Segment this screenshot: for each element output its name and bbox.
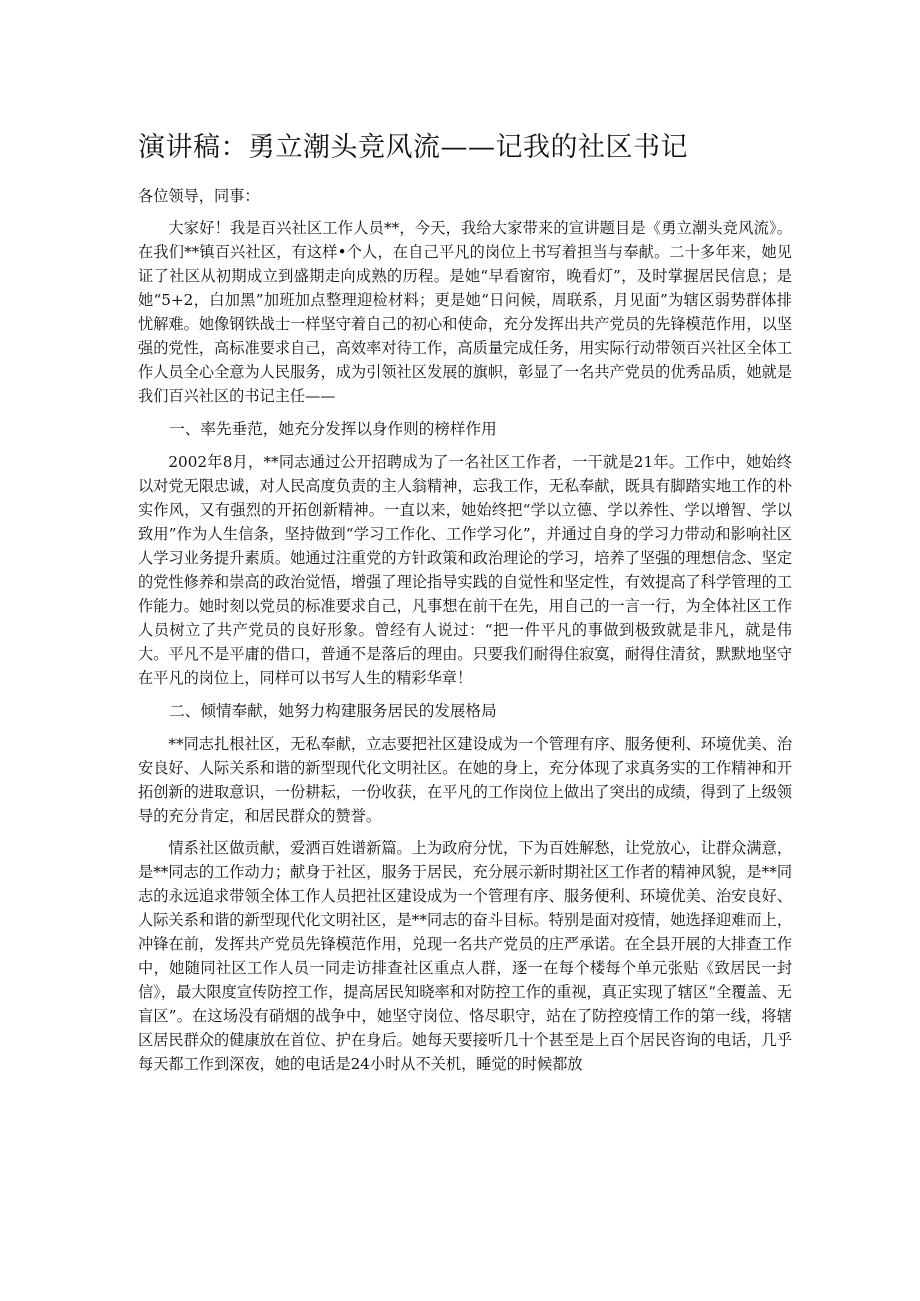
document-page (138, 130, 792, 1084)
paragraph-intro: 大家好！我是百兴社区工作人员**，今天，我给大家带来的宣讲题目是《勇立潮头竞风流》。在我们**镇百兴社区，有这样•个人，在自己平凡的岗位上书写着担当与奉献。二十多年来，她见证了社区从初期成立到盛期走向成熟的历程。是她“早看窗帘，晚看灯”，及时掌握居民信息；是她“5+2，白加黑”加班加点整理迎检材料；更是她“日问候，周联系，月见面”为辖区弱势群体排忧解难。她像钢铁战士一样坚守着自己的初心和使命，充分发挥出共产党员的先锋模范作用，以坚强的党性，高标准要求自己，高效率对待工作，高质量完成任务，用实际行动带领百兴社区全体工作人员全心全意为人民服务，成为引领社区发展的旗帜，彰显了一名共产党员的优秀品质，她就是我们百兴社区的书记主任—— (138, 219, 792, 405)
document-title: 演讲稿：勇立潮头竞风流——记我的社区书记 (138, 132, 688, 163)
paragraph-section-1: 2002年8月，**同志通过公开招聘成为了一名社区工作者，一干就是21年。工作中，她始终以对党无限忠诚，对人民高度负责的主人翁精神，忘我工作，无私奉献，既具有脚踏实地工作的朴实作风，又有强烈的开拓创新精神。一直以来，她始终把“学以立德、学以养性、学以增智、学以致用”作为人生信条，坚持做到“学习工作化、工作学习化”，并通过自身的学习力带动和影响社区人学习业务提升素质。她通过注重党的方针政策和政治理论的学习，培养了坚强的理想信念、坚定的党性修养和崇高的政治觉悟，增强了理论指导实践的自觉性和坚定性，有效提高了科学管理的工作能力。她时刻以党员的标准要求自己，凡事想在前干在先，用自己的一言一行，为全体社区工作人员树立了共产党员的良好形象。曾经有人说过：“把一件平凡的事做到极致就是非凡，就是伟大。平凡不是平庸的借口，普通不是落后的理由。只要我们耐得住寂寞，耐得住清贫，默默地坚守在平凡的岗位上，同样可以书写人生的精彩华章！ (138, 453, 792, 687)
paragraph-section-2a: **同志扎根社区，无私奉献，立志要把社区建设成为一个管理有序、服务便利、环境优美、治安良好、人际关系和谐的新型现代化文明社区。在她的身上，充分体现了求真务实的工作精神和开拓创新的进取意识，一份耕耘，一份收获，在平凡的工作岗位上做出了突出的成绩，得到了上级领导的充分肯定，和居民群众的赞誉。 (138, 735, 792, 825)
paragraph-section-2b: 情系社区做贡献，爱洒百姓谱新篇。上为政府分忧，下为百姓解愁，让党放心，让群众满意，是**同志的工作动力；献身于社区，服务于居民，充分展示新时期社区工作者的精神风貌，是**同志的永远追求带领全体工作人员把社区建设成为一个管理有序、服务便利、环境优美、治安良好、人际关系和谐的新型现代化文明社区，是**同志的奋斗目标。特别是面对疫情，她选择迎难而上，冲锋在前，发挥共产党员先锋模范作用，兑现一名共产党员的庄严承诺。在全县开展的大排查工作中，她随同社区工作人员一同走访排查社区重点人群，逐一在每个楼每个单元张贴《致居民一封信》，最大限度宣传防控工作，提高居民知晓率和对防控工作的重视，真正实现了辖区“全覆盖、无盲区”。在这场没有硝烟的战争中，她坚守岗位、恪尽职守，站在了防控疫情工作的第一线，将辖区居民群众的健康放在首位、护在身后。她每天要接听几十个甚至是上百个居民咨询的电话，几乎每天都工作到深夜，她的电话是24小时从不关机，睡觉的时候都放 (138, 839, 792, 1073)
section-heading-2: 二、倾情奉献，她努力构建服务居民的发展格局 (169, 702, 497, 720)
greeting: 各位领导，同事： (138, 187, 260, 205)
section-heading-1: 一、率先垂范，她充分发挥以身作则的榜样作用 (169, 420, 497, 438)
